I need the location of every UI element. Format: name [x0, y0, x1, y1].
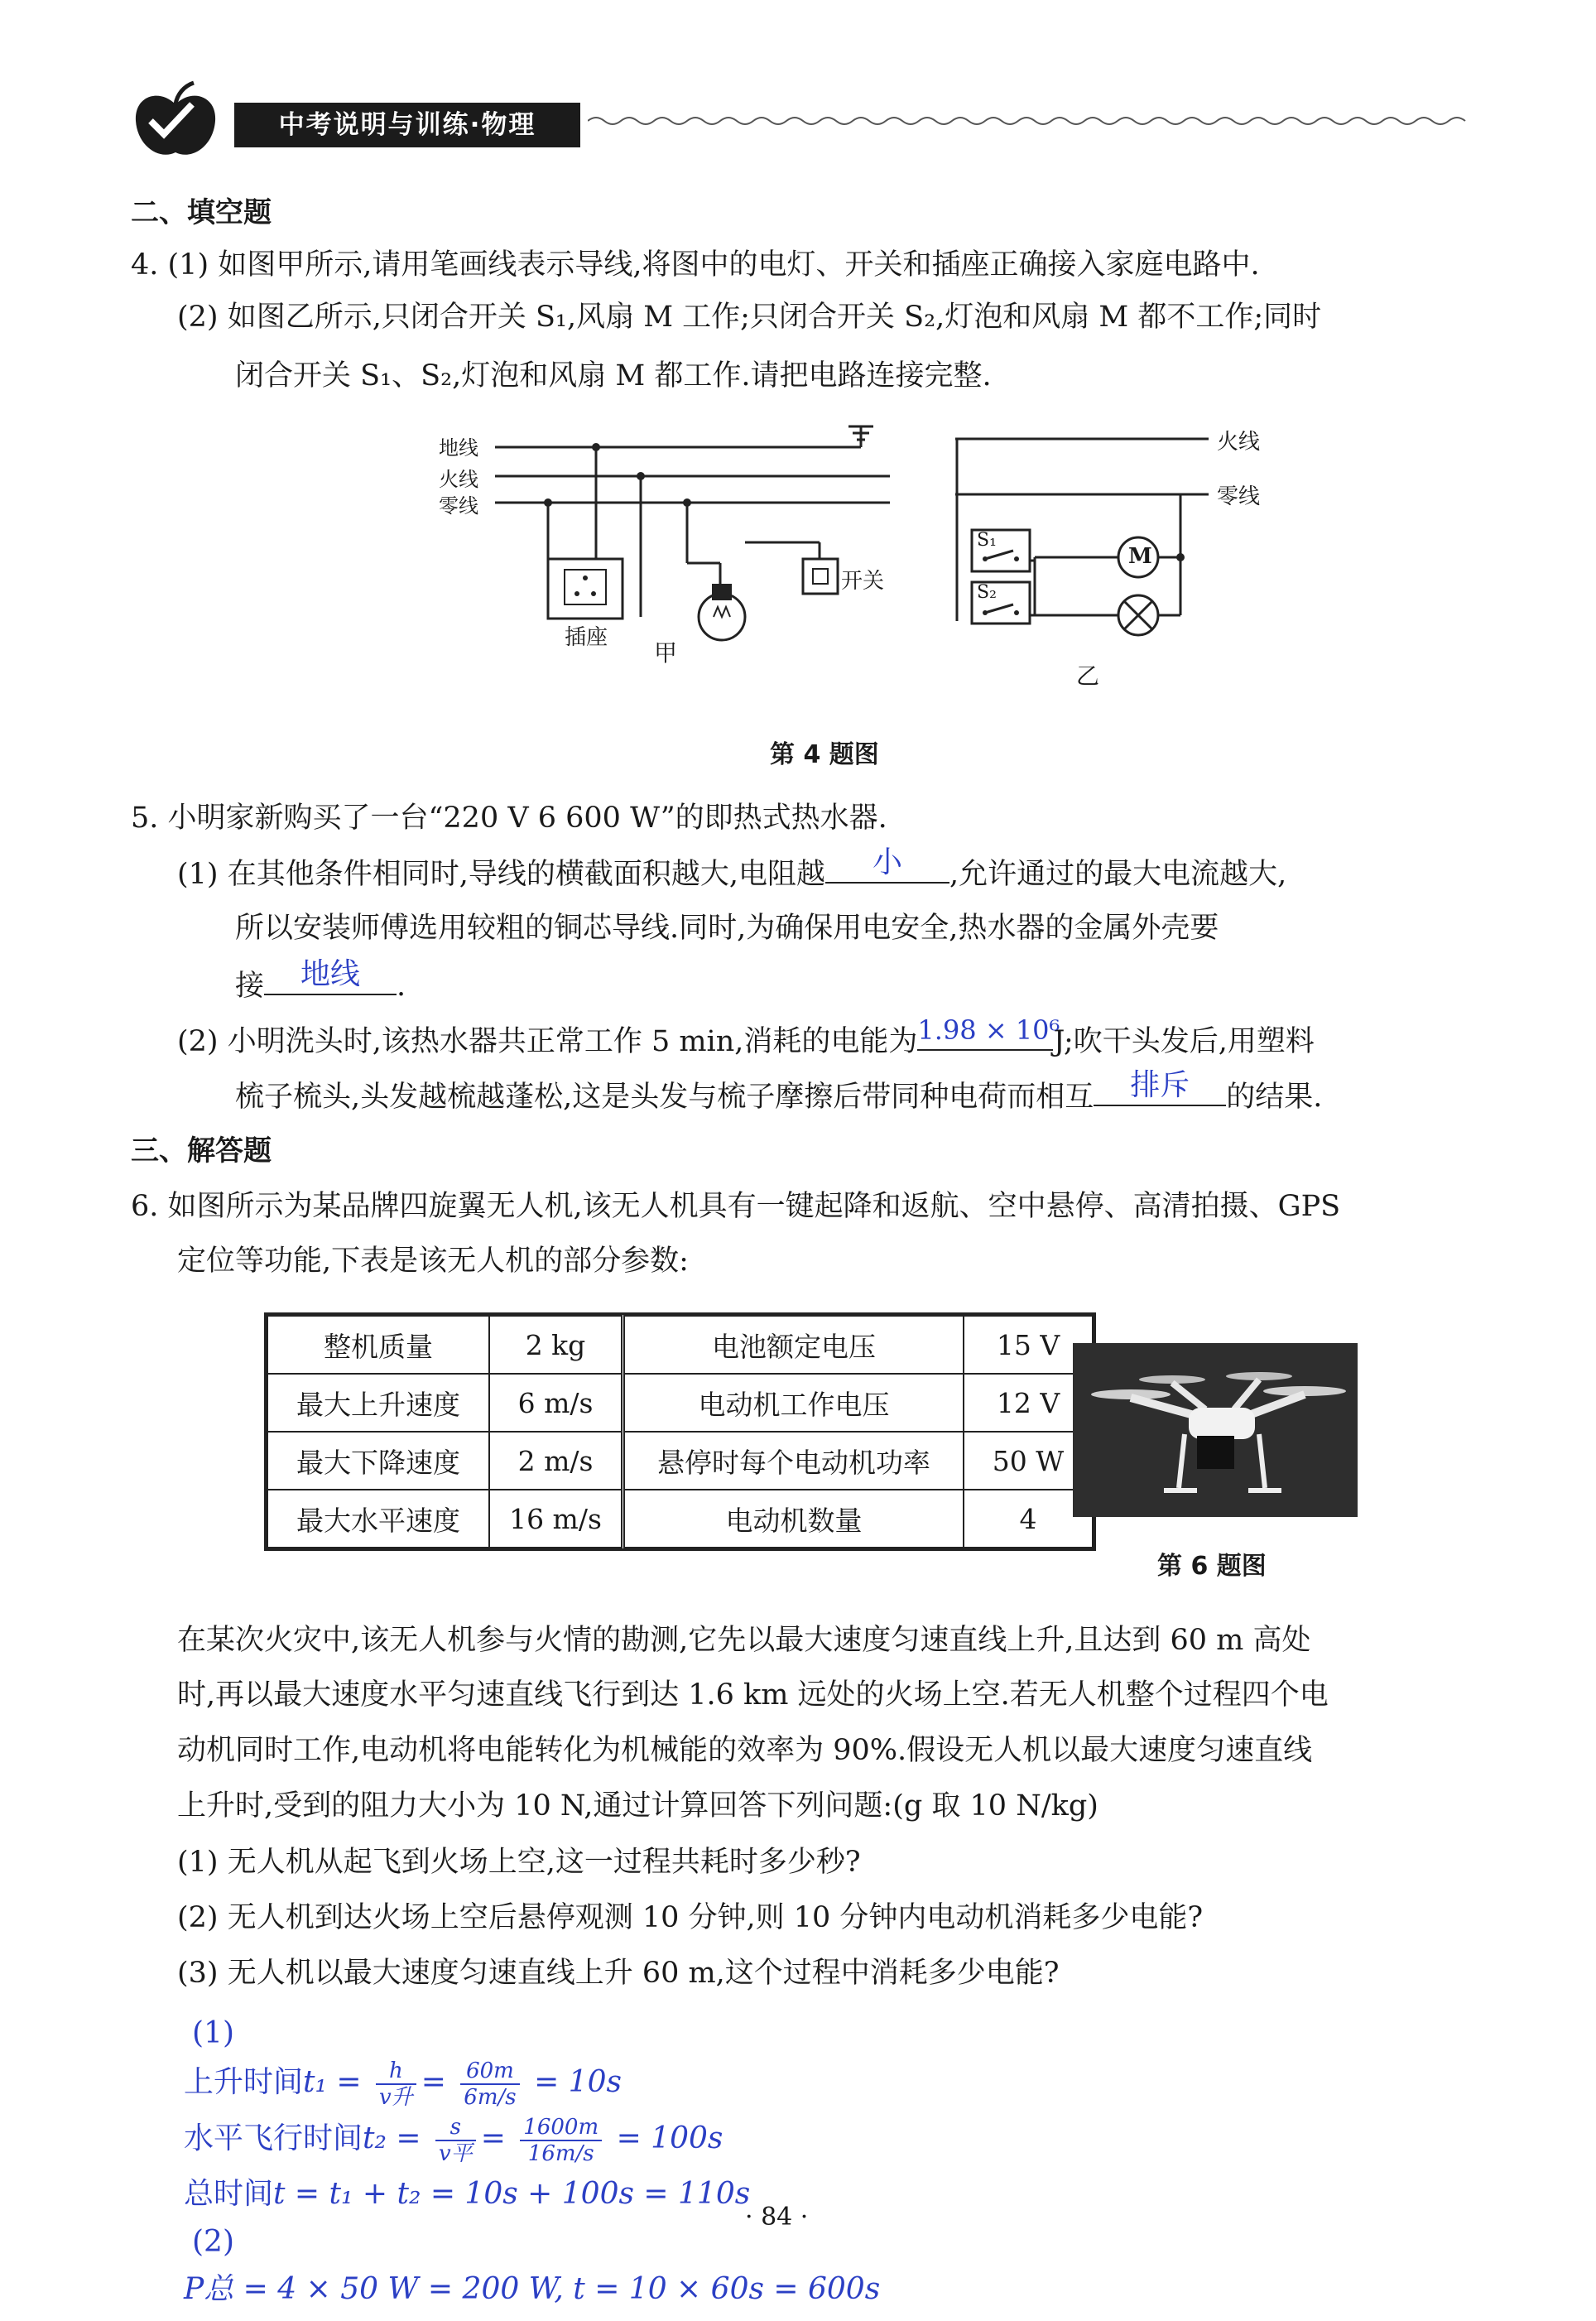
solution-part2-label: (2) [192, 2225, 234, 2259]
figure-yi-caption: 乙 [1076, 662, 1100, 690]
q5-blank-1 [825, 845, 949, 884]
q5-part2-line1: (2) 小明洗头时,该热水器共正常工作 5 min,消耗的电能为 1.98 × 10⁶ J;吹干头发后,用塑料 [177, 1013, 1315, 1069]
q4-part2-line2: 闭合开关 S₁、S₂,灯泡和风扇 M 都工作.请把电路连接完整. [235, 359, 992, 392]
solution-line-1: 上升时间t₁ = $\frac{h}{\text{v升}}$ = $\frac{60m}{6m/s}$ = 10s [184, 2059, 622, 2110]
q4-part1: 4. (1) 如图甲所示,请用笔画线表示导线,将图中的电灯、开关和插座正确接入家庭电路中. [131, 248, 1260, 282]
q5-part1-line3: 接 地线 . [235, 957, 406, 1014]
params-table-cell: 4 [964, 1490, 1093, 1548]
solution-part1-label: (1) [192, 2016, 234, 2050]
q5-part2-line2: 梳子梳头,头发越梳越蓬松,这是头发与梳子摩擦后带同种电荷而相互 排斥 的结果. [235, 1068, 1322, 1124]
q6-sub-question-2: (2) 无人机到达火场上空后悬停观测 10 分钟,则 10 分钟内电动机消耗多少电能? [177, 1901, 1204, 1934]
q6-stem-line2: 定位等功能,下表是该无人机的部分参数: [177, 1245, 689, 1278]
q5-blank-4 [1094, 1068, 1226, 1106]
q5-blank-3 [917, 1013, 1060, 1051]
q5-answer-1: 小 [872, 845, 902, 879]
solution-line-2: 水平飞行时间t₂ = $\frac{s}{\text{v平}}$ = $\frac{1600m}{16m/s}$ = 100s [184, 2115, 723, 2166]
header-wave-line [588, 113, 1473, 129]
earth-wire-label: 地线 [439, 436, 478, 460]
q6-body-line2: 时,再以最大速度水平匀速直线飞行到达 1.6 km 远处的火场上空.若无人机整个过程四个电 [177, 1678, 1329, 1712]
params-table-row [267, 1316, 1093, 1374]
drone-photo [1073, 1343, 1358, 1517]
book-title-bar: 中考说明与训练·物理 [234, 103, 580, 147]
params-table-cell: 最大上升速度 [267, 1374, 489, 1432]
params-table [267, 1315, 1094, 1548]
params-table-cell: 2 m/s [489, 1432, 623, 1490]
motor-label: M [1128, 544, 1152, 569]
neutral-wire-label: 零线 [439, 494, 478, 518]
params-table-wrap [267, 1315, 1094, 1548]
s1-label: S₁ [977, 530, 997, 551]
params-table-cell: 6 m/s [489, 1374, 623, 1432]
params-table-cell: 50 W [964, 1432, 1093, 1490]
params-table-cell: 整机质量 [267, 1316, 489, 1374]
params-table-cell: 悬停时每个电动机功率 [623, 1432, 964, 1490]
figure-yi-circuit [952, 418, 1300, 700]
q5-blank-2 [264, 957, 397, 995]
socket-label: 插座 [565, 625, 608, 650]
solution-line-4: P总 = 4 × 50 W = 200 W, t = 10 × 60s = 600s [184, 2272, 881, 2306]
q5-answer-3: 1.98 × 10⁶ [917, 1014, 1060, 1046]
params-table-row [267, 1432, 1093, 1490]
q5-answer-4: 排斥 [1130, 1068, 1190, 1102]
figure-4-caption: 第 4 题图 [770, 740, 879, 769]
apple-logo-icon [126, 79, 225, 162]
params-table-cell: 12 V [964, 1374, 1093, 1432]
live-wire-label: 火线 [439, 468, 478, 491]
params-table-cell: 15 V [964, 1316, 1093, 1374]
figure-jia-circuit [430, 418, 894, 675]
q5-stem: 5. 小明家新购买了一台“220 V 6 600 W”的即热式热水器. [131, 802, 887, 835]
params-table-cell: 电池额定电压 [623, 1316, 964, 1374]
params-table-cell: 2 kg [489, 1316, 623, 1374]
q6-body-line3: 动机同时工作,电动机将电能转化为机械能的效率为 90%.假设无人机以最大速度匀速直线 [177, 1734, 1313, 1767]
params-table-cell: 最大水平速度 [267, 1490, 489, 1548]
params-table-cell: 电动机数量 [623, 1490, 964, 1548]
q4-part2-line1: (2) 如图乙所示,只闭合开关 S₁,风扇 M 工作;只闭合开关 S₂,灯泡和风扇 M 都不工作;同时 [177, 301, 1322, 334]
figure-jia-caption: 甲 [654, 639, 678, 667]
params-table-row [267, 1490, 1093, 1548]
figure-6-caption: 第 6 题图 [1157, 1552, 1267, 1581]
params-table-cell: 电动机工作电压 [623, 1374, 964, 1432]
q6-body-line1: 在某次火灾中,该无人机参与火情的勘测,它先以最大速度匀速直线上升,且达到 60 m 高处 [177, 1624, 1311, 1657]
section-title-answer: 三、解答题 [131, 1134, 272, 1168]
params-table-cell: 最大下降速度 [267, 1432, 489, 1490]
section-title-fill-blank: 二、填空题 [131, 196, 272, 229]
switch-label: 开关 [841, 569, 885, 594]
yi-neutral-wire-label: 零线 [1217, 484, 1261, 509]
params-table-row [267, 1374, 1093, 1432]
s2-label: S₂ [977, 582, 997, 603]
q6-sub-question-1: (1) 无人机从起飞到火场上空,这一过程共耗时多少秒? [177, 1846, 861, 1879]
params-table-cell: 16 m/s [489, 1490, 623, 1548]
q5-part1-line2: 所以安装师傅选用较粗的铜芯导线.同时,为确保用电安全,热水器的金属外壳要 [235, 912, 1219, 945]
yi-live-wire-label: 火线 [1217, 430, 1261, 455]
q5-answer-2: 地线 [300, 957, 361, 991]
q6-body-line4: 上升时,受到的阻力大小为 10 N,通过计算回答下列问题:(g 取 10 N/kg) [177, 1789, 1098, 1823]
solution-line-3: 总时间t = t₁ + t₂ = 10s + 100s = 110s [184, 2177, 751, 2211]
q6-stem-line1: 6. 如图所示为某品牌四旋翼无人机,该无人机具有一键起降和返航、空中悬停、高清拍摄、GPS [131, 1190, 1341, 1223]
page-number: · 84 · [745, 2203, 809, 2232]
q5-part1-line1: (1) 在其他条件相同时,导线的横截面积越大,电阻越 小 ,允许通过的最大电流越大, [177, 845, 1286, 902]
q6-sub-question-3: (3) 无人机以最大速度匀速直线上升 60 m,这个过程中消耗多少电能? [177, 1957, 1060, 1990]
